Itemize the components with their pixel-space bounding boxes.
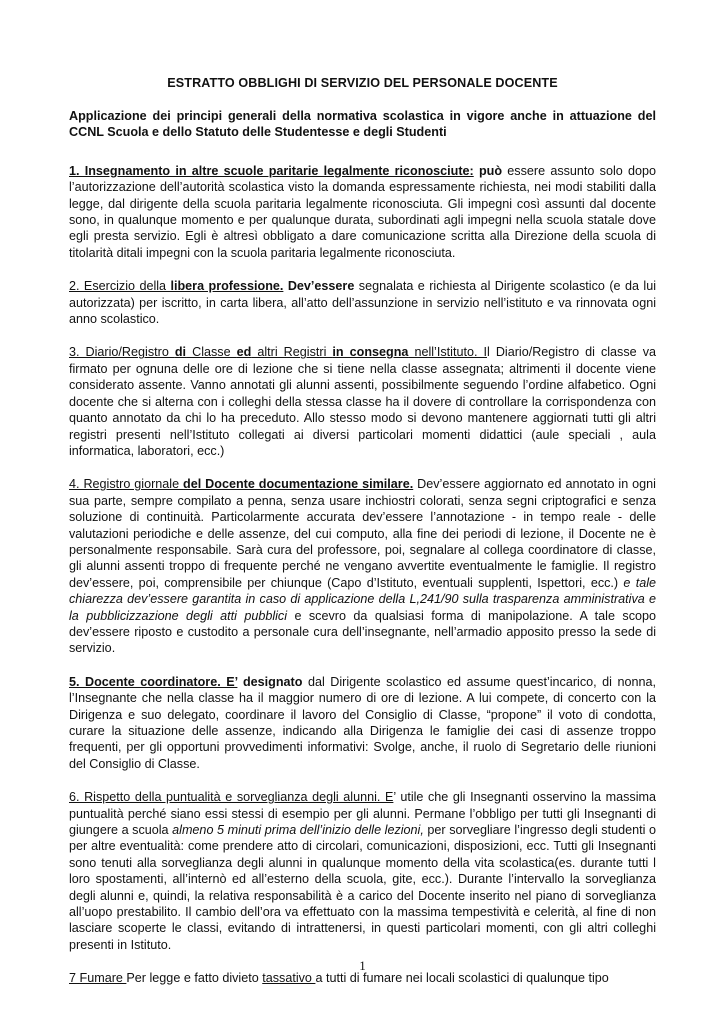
section-4-body-a: Dev’essere aggiornato ed annotato in ogni sua parte, sempre compilato a penna, senza usare inchiostri colorati, senza segni criptografici e senza soluzione di continuità. Particolarmente accurata dev’essere l’annotazione - in tempo reale - delle valutazioni periodiche e delle assenze, del cui computo, alla fine dei periodi di lezione, il Docente ne è personalmente responsabile. Sarà cura del professore, poi, segnalare al collega coordinatore di classe, gli alunni assenti troppo di frequente perché ne vengano avvertite eventualmente le famiglie. Il registro dev’essere, poi, comprensibile per chiunque (Capo d’Istituto, eventuali supplenti, Ispettori, ecc.)	[69, 477, 656, 590]
section-5-heading: 5. Docente coordinatore. E’	[69, 674, 238, 689]
section-7-tassativo: tassativo	[262, 971, 316, 986]
section-2	[69, 278, 656, 327]
document-intro: Applicazione dei principi generali della normativa scolastica in vigore anche in attuazione del CCNL Scuola e dello Statuto delle Studentesse e degli Studenti	[69, 109, 656, 140]
section-2-body: segnalata e richiesta al Dirigente scolastico (e da lui autorizzata) per iscritto, in carta libera, all’atto dell’assunzione in servizio nell’istituto e va rinnovata ogni anno scolastico.	[69, 279, 656, 327]
section-4-italic: e tale chiarezza dev’essere garantita in caso di applicazione della L,241/90 sulla trasparenza amministrativa e la pubblicizzazione degli atti pubblici	[69, 575, 656, 623]
section-3-heading-e: altri Registri	[251, 345, 333, 360]
section-3-heading-b: di	[174, 345, 187, 360]
section-4	[69, 476, 656, 656]
section-1-lead: può	[478, 163, 503, 178]
section-7-heading: 7 Fumare	[69, 971, 127, 986]
section-1-heading: 1. Insegnamento in altre scuole paritarie legalmente riconosciute:	[69, 163, 474, 178]
section-6-body-b: per sorvegliare l’ingresso degli studenti o per altre eventualità: come prendere atto di circolari, comunicazioni, disposizioni, ecc. Tutti gli Insegnanti sono tenuti alla sorveglianza degli alunni in qualunque momento della vita scolastica(es. durante tutti l loro spostamenti, all’internò ed all’esterno della scuola, gite, ecc.). Durante l’intervallo la sorveglianza degli alunni e, quindi, la relativa responsabilità è a carico del Docente inserito nel piano di sorveglianza all’uopo prestabilito. Il cambio dell’ora va effettuato con la massima tempestività e celerità, al fine di non lasciare scoperte le classi, evitando di intrattenersi, in questi particolari momenti, con gli altri colleghi presenti in Istituto.	[69, 823, 656, 952]
section-2-heading-b: libera professione.	[170, 279, 284, 294]
section-3-heading-a: 3. Diario/Registro	[69, 345, 175, 360]
section-3-heading-c: Classe	[186, 345, 237, 360]
section-3	[69, 344, 656, 459]
section-3-body: l Diario/Registro di classe va firmato per ognuna delle ore di lezione che si tiene nella classe assegnata; altrimenti il docente viene considerato assente. Vanno annotati gli alunni assenti, possibilmente seguendo l’ordine alfabetico. Ogni docente che si alterna con i colleghi della stessa classe ha il dovere di controllare la corrispondenza con quanto annotato da chi lo ha preceduto. Allo stesso modo si devono mantenere aggiornati tutti gli altri registri presenti nell’Istituto collegati ai diversi particolari momenti didattici (aule speciali , aula informatica, laboratori, ecc.)	[69, 345, 656, 458]
document-page	[69, 76, 656, 1004]
section-4-body-b: e scevro da qualsiasi forma di manipolazione. A tale scopo dev’essere riposto e custodito a personale cura dell’insegnante, nell’armadio apposito presso la sede di servizio.	[69, 608, 656, 656]
section-3-heading-f: in consegna	[332, 345, 409, 360]
section-2-lead: Dev’essere	[283, 279, 355, 294]
section-5	[69, 674, 656, 772]
section-3-heading-g: nell’Istituto. I	[408, 345, 487, 360]
section-6	[69, 789, 656, 953]
section-2-heading-a: 2. Esercizio della	[69, 279, 171, 294]
section-5-lead: designato	[237, 674, 303, 689]
page-number: 1	[359, 958, 366, 973]
section-3-heading-d: ed	[236, 345, 252, 360]
section-4-heading-b: del Docente documentazione similare.	[183, 477, 414, 492]
section-6-heading: 6. Rispetto della puntualità e sorveglianza degli alunni. E	[69, 790, 394, 805]
section-6-body-a: ’ utile che gli Insegnanti osservino la massima puntualità perché siano essi stessi di esempio per gli alunni. Permane l’obbligo per tutti gli Insegnanti di giungere a scuola	[69, 790, 657, 838]
section-5-body: dal Dirigente scolastico ed assume quest’incarico, di nonna, l’Insegnante che nella classe ha il maggior numero di ore di lezione. A lui compete, di concerto con la Dirigenza e suo delegato, coordinare il lavoro del Consiglio di Classe, “propone” il voto di condotta, curare la situazione delle assenze, indicando alla Dirigenza le famiglie dei casi di assenze troppo frequenti, per gli opportuni provvedimenti informativi: Svolge, anche, il ruolo di Segretario delle riunioni del Consiglio di Classe.	[69, 674, 656, 771]
document-title: ESTRATTO OBBLIGHI DI SERVIZIO DEL PERSONALE DOCENTE	[167, 76, 558, 90]
section-1	[69, 163, 656, 261]
section-7-body-b: a tutti di fumare nei locali scolastici di qualunque tipo	[315, 971, 609, 986]
section-1-body: essere assunto solo dopo l’autorizzazione dell’autorità scolastica visto la domanda espressamente richiesta, nei modi stabiliti dalla legge, dal dirigente della scuola paritaria legalmente riconosciuta. Gli impegni così assunti dal docente sono, in qualunque momento e per qualunque durata, subordinati agli impegni nella scuola statale dove egli presta servizio. Egli è altresì obbligato a dare comunicazione scritta alla Direzione della scuola di titolarità ditali impegni con la scuola paritaria legalmente riconosciuta.	[69, 163, 657, 260]
section-4-heading-a: 4. Registro giornale	[69, 477, 184, 492]
section-6-italic: almeno 5 minuti prima dell’inizio delle lezioni,	[172, 823, 424, 838]
section-7-body-a: Per legge e fatto divieto	[126, 971, 263, 986]
